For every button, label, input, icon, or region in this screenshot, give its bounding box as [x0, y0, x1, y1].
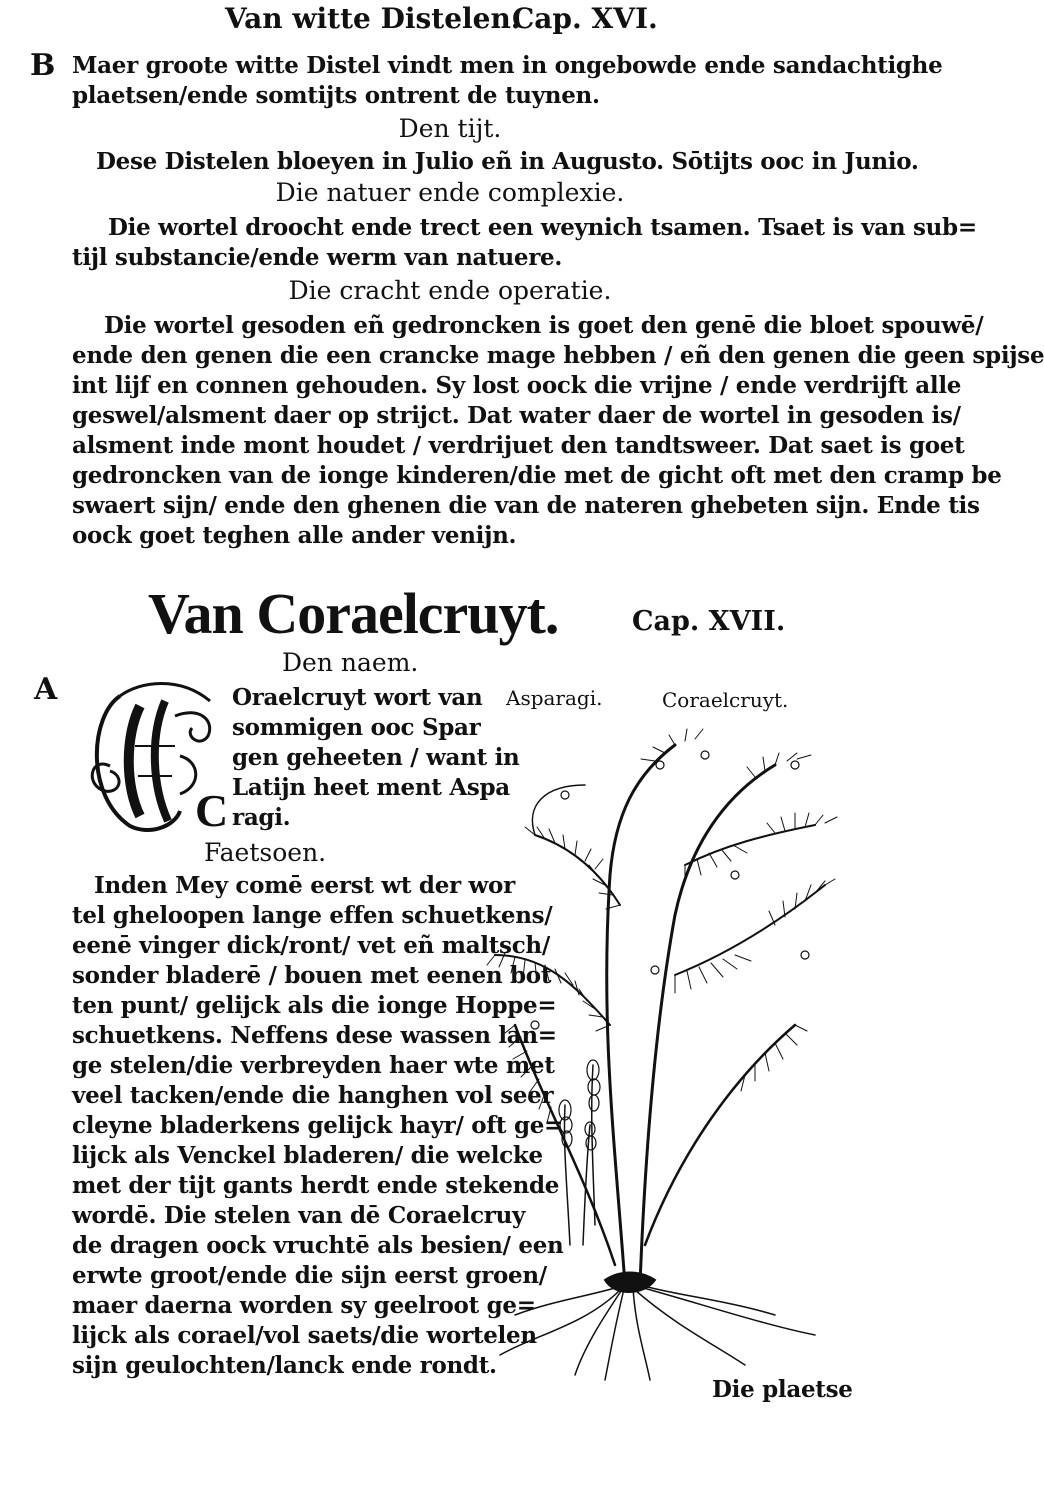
section-heading-faetsoen: Faetsoen. [204, 838, 327, 867]
text-line: tel gheloopen lange effen schuetkens/ [72, 902, 553, 929]
running-head [0, 2, 900, 42]
text-line: ragi. [232, 804, 291, 831]
figure-label-latin: Asparagi. [506, 686, 603, 710]
text-line: gen geheeten / want in [232, 744, 520, 771]
text-line: lijck als Venckel bladeren/ die welcke [72, 1142, 543, 1169]
text-line: Die wortel gesoden eñ gedroncken is goet den genē die bloet spouwē/ [104, 312, 984, 339]
text-line: tijl substancie/ende werm van natuere. [72, 244, 563, 271]
text-line: sonder bladerē / bouen met eenen bot [72, 962, 552, 989]
text-line: sommigen ooc Spar [232, 714, 481, 741]
text-line: Die wortel droocht ende trect een weynich tsamen. Tsaet is van sub= [108, 214, 977, 241]
text-line: oock goet teghen alle ander venijn. [72, 522, 517, 549]
section-heading-tijt: Den tijt. [398, 114, 502, 143]
text-line: schuetkens. Neffens dese wassen lan= [72, 1022, 557, 1049]
text-line: Inden Mey comē eerst wt der wor [94, 872, 515, 899]
text-line: Dese Distelen bloeyen in Julio eñ in Augusto. Sōtijts ooc in Junio. [96, 148, 919, 175]
section-heading-naem: Den naem. [282, 648, 419, 677]
text-line: Latijn heet ment Aspa [232, 774, 510, 801]
text-line: alsment inde mont houdet / verdrijuet den tandtsweer. Dat saet is goet [72, 432, 965, 459]
catchword: Die plaetse [712, 1376, 853, 1403]
text-line: geswel/alsment daer op strijct. Dat water daer de wortel in gesoden is/ [72, 402, 961, 429]
text-line: veel tacken/ende die hanghen vol seer [72, 1082, 554, 1109]
text-line: eenē vinger dick/ront/ vet eñ maltsch/ [72, 932, 550, 959]
section-marker-a: A [34, 672, 58, 707]
section-heading-natuer: Die natuer ende complexie. [275, 178, 625, 207]
text-line: Maer groote witte Distel vindt men in ongebowde ende sandachtighe [72, 52, 943, 79]
section-marker-b: B [30, 48, 56, 83]
running-head-chapter: Cap. XVI. [512, 2, 658, 35]
text-line: cleyne bladerkens gelijck hayr/ oft ge= [72, 1112, 564, 1139]
text-line: sijn geulochten/lanck ende rondt. [72, 1352, 497, 1379]
figure-label-dutch: Coraelcruyt. [662, 688, 789, 712]
chapter-number: Cap. XVII. [632, 606, 786, 637]
text-line: ge stelen/die verbreyden haer wte met [72, 1052, 555, 1079]
text-line: de dragen oock vruchtē als besien/ een [72, 1232, 564, 1259]
text-line: int lijf en connen gehouden. Sy lost oock die vrijne / ende verdrijft alle [72, 372, 962, 399]
text-line: swaert sijn/ ende den ghenen die van de nateren ghebeten sijn. Ende tis [72, 492, 980, 519]
chapter-title: Van Coraelcruyt. [148, 581, 559, 646]
section-heading-cracht: Die cracht ende operatie. [288, 276, 612, 305]
text-line: ten punt/ gelijck als die ionge Hoppe= [72, 992, 557, 1019]
initial-letter: C [195, 785, 229, 836]
text-line: erwte groot/ende die sijn eerst groen/ [72, 1262, 547, 1289]
text-line: gedroncken van de ionge kinderen/die met de gicht oft met den cramp be [72, 462, 1002, 489]
text-line: maer daerna worden sy geelroot ge= [72, 1292, 536, 1319]
text-line: met der tijt gants herdt ende stekende [72, 1172, 560, 1199]
decorated-initial [80, 676, 230, 836]
text-line: ende den genen die een crancke mage hebben / eñ den genen die geen spijse [72, 342, 1044, 369]
text-line: Oraelcruyt wort van [232, 684, 483, 711]
asparagus-woodcut-illustration [475, 725, 845, 1385]
running-head-title: Van witte Distelen. [225, 2, 521, 35]
text-line: lijck als corael/vol saets/die wortelen [72, 1322, 537, 1349]
text-line: wordē. Die stelen van dē Coraelcruy [72, 1202, 526, 1229]
text-line: plaetsen/ende somtijts ontrent de tuynen. [72, 82, 600, 109]
